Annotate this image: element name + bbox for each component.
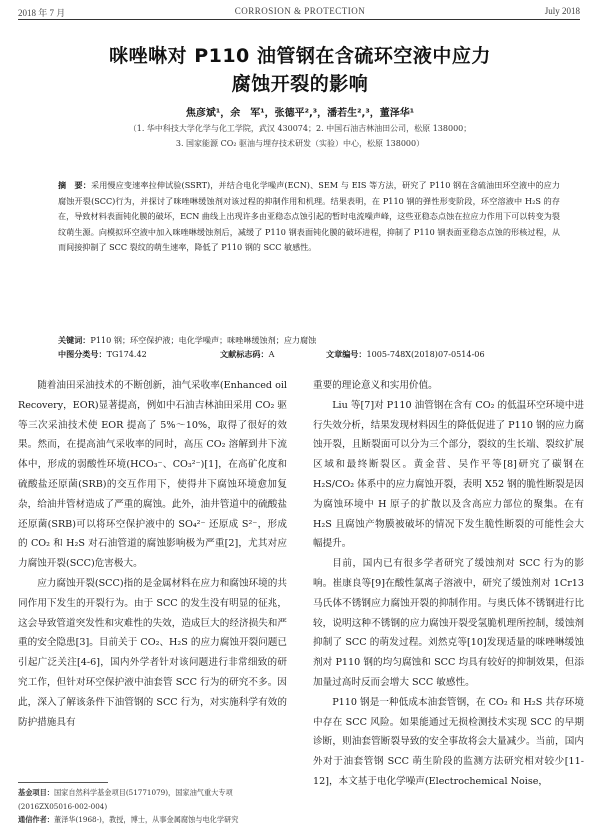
doc-code-field: 文献标志码： A [220,347,269,362]
abstract-text: 采用慢应变速率拉伸试验(SSRT)，并结合电化学噪声(ECN)、SEM 与 EIS 等方法，研究了 P110 钢在含硫油田环空液中的应力腐蚀开裂(SCC)行为，并探讨了咪唑啉缓蚀剂对该过程的抑制作用和机理。结果表明，在 P110 钢的弹性形变阶段，环空溶液中 H₂S 的存在，导致材料表面钝化膜的破坏，ECN 曲线上出现许多由亚稳态点蚀引起的暂时电流噪声峰，这些亚稳态点蚀在拉应力作用下可以转变为裂纹萌生源。向模拟环空液中加入咪唑啉缓蚀剂后，减缓了 P110 钢表面钝化膜的破坏进程，抑制了 P110 钢表面亚稳态点蚀的形核过程，从而间接抑制了 SCC 裂纹的萌生速率，降低了 P110 钢的 SCC 敏感性。 [58,180,560,253]
body-column-left [18,376,287,732]
article-number-field: 文章编号： 1005-748X(2018)07-0514-06 [326,347,366,362]
header-rule [18,19,580,20]
footnote [18,786,287,827]
keywords [58,333,560,348]
funding-note: 基金项目：国家自然科学基金项目(51771079)，国家油气重大专项(2016ZX05016-002-004) [18,788,233,811]
article-number-value: 1005-748X(2018)07-0514-06 [366,349,485,359]
clc-value: TG174.42 [106,349,147,359]
affiliation-line-2: 3. 国家能源 CO₂ 驱油与埋存技术研发（实验）中心，松原 138000） [175,139,425,148]
paper-title [40,42,560,98]
keywords-label: 关键词： [58,335,91,345]
paragraph: 目前，国内已有很多学者研究了缓蚀剂对 SCC 行为的影响。崔康良等[9]在酸性氯离子溶液中，研究了缓蚀剂对 1Cr13 马氏体不锈钢应力腐蚀开裂的抑制作用。与奥氏体不锈钢进行比较，说明这种不锈钢的应力腐蚀开裂受氢脆机理所控制，缓蚀剂抑制了 SCC 的萌发过程。刘然克等[10]发现适量的咪唑啉缓蚀剂对 P110 钢的均匀腐蚀和 SCC 均具有较好的抑制效果，但添加量过高时反而会增大 SCC 敏感性。 [313,558,584,688]
clc-field: 中图分类号： TG174.42 [58,347,107,362]
affiliations [50,121,550,151]
issue-date: 2018 年 7 月 [18,8,66,18]
affiliation-line-1: （1. 华中科技大学化学与化工学院，武汉 430074；2. 中国石油吉林油田公司，松原 138000； [128,124,472,133]
author-list: 焦彦斌¹，余 军¹，张德平²,³，潘若生²,³，董泽华¹ [185,108,415,119]
keywords-text: P110 钢；环空保护液；电化学噪声；咪唑啉缓蚀剂；应力腐蚀 [90,335,317,345]
issue-date-en: July 2018 [544,6,580,16]
doc-code-value: A [268,349,275,359]
running-header [0,4,600,18]
abstract-label: 摘 要： [58,180,91,190]
title-line-2: 腐蚀开裂的影响 [231,73,369,95]
body-column-right [313,376,584,792]
paragraph: 随着油田采油技术的不断创新，油气采收率(Enhanced oil Recovery，EOR)显著提高，例如中石油吉林油田采用 CO₂ 驱等三次采油技术使 EOR 提高了 5%～10%，取得了很好的效果。然而，在提高油气采收率的同时，高压 CO₂ 溶解到井下流体中，形成的弱酸性环境(HCO₃⁻、CO₃²⁻)[1]，在高矿化度和硫酸盐还原菌(SRB)的交互作用下，使得井下腐蚀环境愈加复杂，给油井管材造成了严重的腐蚀。此外，油井管道中的硫酸盐还原菌(SRB)可以将环空保护液中的 SO₄²⁻ 还原成 S²⁻，形成的 CO₂ 和 H₂S 对石油管道的腐蚀影响极为严重[2]，尤其对应力腐蚀开裂(SCC)危害极大。 [18,380,287,570]
paragraph: 应力腐蚀开裂(SCC)指的是金属材料在应力和腐蚀环境的共同作用下发生的开裂行为。由于 SCC 的发生没有明显的征兆，这会导致管道突发性和灾难性的失效，造成巨大的经济损失和严重的安全隐患[3]。目前关于 CO₂、H₂S 的应力腐蚀开裂问题已引起广泛关注[4-6]，国内外学者针对该问题进行非常细致的研究工作，但针对环空保护液中油套管 SCC 行为的研究不多。因此，深入了解该条件下油管钢的 SCC 行为，对实施科学有效的防护措施具有 [18,577,287,728]
journal-name: CORROSION & PROTECTION [234,6,366,16]
paragraph: 重要的理论意义和实用价值。 [313,380,438,391]
title-line-1: 咪唑啉对 P110 油管钢在含硫环空液中应力 [109,45,491,67]
footnote-rule [18,782,108,783]
paragraph: Liu 等[7]对 P110 油管钢在含有 CO₂ 的低温环空环境中进行失效分析，结果发现材料因生的降低促进了 P110 钢的应力腐蚀开裂，且断裂面可以分为三个部分，裂纹的生长端、裂纹扩展区域和最终断裂区。黄金营、吴作平等[8]研究了碳钢在 H₂S/CO₂ 体系中的应力腐蚀开裂，表明 X52 钢的脆性断裂是因为腐蚀环境中 H 原子的扩散以及含高应力部位的聚集。在有 H₂S 且腐蚀产物膜被破坏的情况下发生脆性断裂的可能性会大幅提升。 [313,399,584,550]
abstract [58,178,560,256]
contact-note: 通信作者：董泽华(1968-)，教授，博士，从事金属腐蚀与电化学研究 [18,815,239,824]
paragraph: P110 钢是一种低成本油套管钢，在 CO₂ 和 H₂S 共存环境中存在 SCC 风险。如果能通过无损检测技术实现 SCC 的早期诊断，则油套管断裂导致的安全事故将会大量减少。当前，国内外对于油套管钢 SCC 萌生阶段的监测方法研究相对较少[11-12]，本文基于电化学噪声(Electrochemical Noise， [313,696,584,787]
